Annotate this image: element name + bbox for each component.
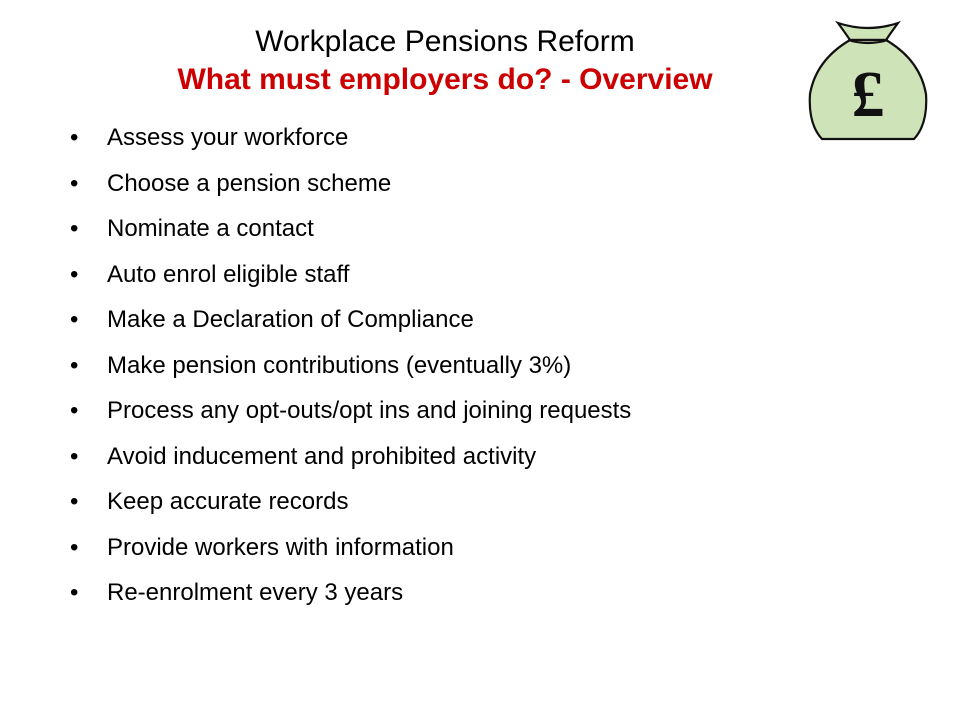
bullet-marker: • <box>70 351 79 379</box>
bullet-marker: • <box>70 442 79 470</box>
list-item <box>70 434 910 480</box>
bullet-text: Make pension contributions (eventually 3%) <box>107 351 572 379</box>
list-item <box>70 115 910 161</box>
bullet-text: Avoid inducement and prohibited activity <box>107 442 537 470</box>
bullet-text: Make a Declaration of Compliance <box>107 306 474 333</box>
list-item <box>70 343 910 389</box>
bullet-marker: • <box>70 169 79 197</box>
bag-neck-top <box>838 23 898 40</box>
list-item <box>70 206 910 252</box>
bullet-text: Choose a pension scheme <box>107 169 392 197</box>
list-item <box>70 479 910 525</box>
bullet-marker: • <box>70 215 79 242</box>
bullet-marker: • <box>70 488 79 515</box>
bullet-marker: • <box>70 306 79 333</box>
list-item <box>70 570 910 616</box>
bullet-marker: • <box>70 397 79 424</box>
slide-title: Workplace Pensions Reform <box>255 25 635 58</box>
slide-subtitle: What must employers do? - Overview <box>177 63 713 96</box>
bullet-text: Auto enrol eligible staff <box>107 260 350 288</box>
bullet-marker: • <box>70 533 79 561</box>
bullet-text: Assess your workforce <box>107 124 349 151</box>
bullet-text: Keep accurate records <box>107 488 349 515</box>
bullet-text: Provide workers with information <box>107 533 454 561</box>
list-item <box>70 525 910 571</box>
bullet-marker: • <box>70 124 79 151</box>
bullet-marker: • <box>70 579 79 606</box>
bullet-marker: • <box>70 260 79 288</box>
list-item <box>70 161 910 207</box>
bullet-text: Re-enrolment every 3 years <box>107 579 404 606</box>
bullet-text: Nominate a contact <box>107 215 314 242</box>
list-item <box>70 388 910 434</box>
bullet-list <box>70 115 910 616</box>
list-item <box>70 297 910 343</box>
list-item <box>70 252 910 298</box>
title-block <box>100 22 790 98</box>
bullet-text: Process any opt-outs/opt ins and joining requests <box>107 397 632 424</box>
pound-symbol: £ <box>851 58 885 131</box>
